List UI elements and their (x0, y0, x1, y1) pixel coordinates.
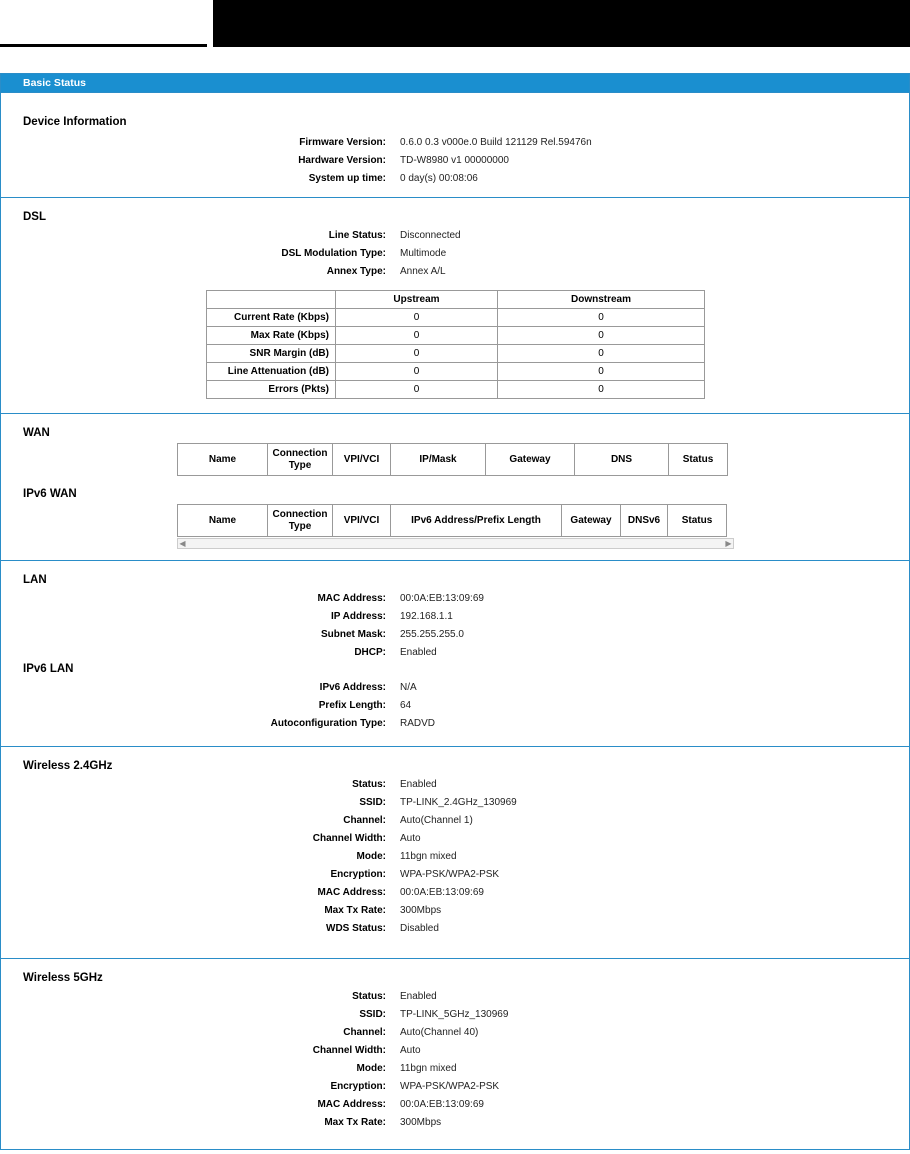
table-header: Name (178, 505, 268, 537)
section-heading: IPv6 WAN (23, 488, 77, 500)
info-value: 0.6.0 0.3 v000e.0 Build 121129 Rel.59476n (400, 137, 592, 148)
info-label: Channel: (343, 1027, 386, 1038)
table-header: Connection Type (268, 444, 333, 476)
info-value: TD-W8980 v1 00000000 (400, 155, 509, 166)
scroll-left-icon[interactable]: ◀ (179, 539, 186, 548)
info-row (1, 610, 909, 624)
info-label: Channel: (343, 815, 386, 826)
info-value: Enabled (400, 991, 437, 1002)
info-row (1, 1026, 909, 1040)
info-value: 11bgn mixed (400, 1063, 457, 1074)
info-value: 00:0A:EB:13:09:69 (400, 887, 484, 898)
info-label: Status: (352, 991, 386, 1002)
info-value: Annex A/L (400, 266, 446, 277)
table-header: VPI/VCI (333, 444, 391, 476)
info-value: 11bgn mixed (400, 851, 457, 862)
info-label: Mode: (356, 1063, 386, 1074)
info-row (1, 136, 909, 150)
info-value: 300Mbps (400, 905, 442, 916)
header-banner (213, 0, 910, 47)
info-row (1, 247, 909, 261)
info-row (1, 717, 909, 731)
info-row (1, 646, 909, 660)
info-row (1, 229, 909, 243)
section-heading: Wireless 2.4GHz (23, 760, 113, 772)
upstream-value: 0 (336, 363, 498, 381)
info-row (1, 628, 909, 642)
upstream-value: 0 (336, 327, 498, 345)
info-label: Firmware Version: (299, 137, 386, 148)
info-label: Encryption: (330, 869, 386, 880)
ipv6-wan-table (177, 504, 727, 537)
table-header: DNSv6 (621, 505, 668, 537)
info-label: MAC Address: (317, 1099, 386, 1110)
section-heading: DSL (23, 211, 46, 223)
info-value: Disabled (400, 923, 439, 934)
info-row (1, 592, 909, 606)
info-value: TP-LINK_2.4GHz_130969 (400, 797, 517, 808)
info-label: Mode: (356, 851, 386, 862)
section-heading: Device Information (23, 116, 127, 128)
table-header: IPv6 Address/Prefix Length (391, 505, 562, 537)
dsl-rates-table (206, 290, 705, 399)
info-value: Auto (400, 1045, 421, 1056)
row-label: Current Rate (Kbps) (207, 309, 336, 327)
section-heading: LAN (23, 574, 47, 586)
upstream-value: 0 (336, 381, 498, 399)
table-header: Gateway (562, 505, 621, 537)
section-dsl (1, 197, 909, 413)
info-label: DSL Modulation Type: (281, 248, 386, 259)
downstream-value: 0 (498, 345, 705, 363)
info-row (1, 699, 909, 713)
scroll-right-icon[interactable]: ▶ (725, 539, 732, 548)
info-label: Annex Type: (326, 266, 386, 277)
info-row (1, 265, 909, 279)
info-label: Hardware Version: (298, 155, 386, 166)
info-value: 64 (400, 700, 412, 711)
section-wireless-24ghz (1, 746, 909, 958)
info-value: 255.255.255.0 (400, 629, 464, 640)
section-lan (1, 560, 909, 746)
info-row (1, 990, 909, 1004)
info-row (1, 1044, 909, 1058)
info-value: Disconnected (400, 230, 461, 241)
info-row (1, 796, 909, 810)
info-value: 192.168.1.1 (400, 611, 453, 622)
info-row (1, 778, 909, 792)
info-label: Max Tx Rate: (324, 1117, 386, 1128)
table-header: Connection Type (268, 505, 333, 537)
downstream-value: 0 (498, 381, 705, 399)
table-header-row (207, 291, 705, 309)
section-device-information (1, 92, 909, 197)
info-label: IPv6 Address: (319, 682, 386, 693)
info-value: TP-LINK_5GHz_130969 (400, 1009, 509, 1020)
table-header: VPI/VCI (333, 505, 391, 537)
info-label: Max Tx Rate: (324, 905, 386, 916)
info-label: WDS Status: (326, 923, 386, 934)
info-label: IP Address: (330, 611, 386, 622)
info-label: DHCP: (354, 647, 386, 658)
info-value: 00:0A:EB:13:09:69 (400, 593, 484, 604)
upstream-value: 0 (336, 309, 498, 327)
info-value: Auto(Channel 40) (400, 1027, 479, 1038)
info-value: 00:0A:EB:13:09:69 (400, 1099, 484, 1110)
info-value: WPA-PSK/WPA2-PSK (400, 1081, 500, 1092)
info-row (1, 832, 909, 846)
row-label: Line Attenuation (dB) (207, 363, 336, 381)
section-heading: Wireless 5GHz (23, 972, 103, 984)
table-header: Status (669, 444, 728, 476)
info-value: Enabled (400, 647, 437, 658)
table-header: IP/Mask (391, 444, 486, 476)
info-value: RADVD (400, 718, 436, 729)
info-row (1, 1062, 909, 1076)
info-value: 300Mbps (400, 1117, 442, 1128)
header-bar (0, 0, 910, 47)
info-row (1, 868, 909, 882)
info-value: Auto(Channel 1) (400, 815, 473, 826)
logo-area (0, 0, 207, 47)
table-header: Gateway (486, 444, 575, 476)
section-wireless-5ghz (1, 958, 909, 1154)
info-label: Subnet Mask: (320, 629, 386, 640)
info-label: Status: (352, 779, 386, 790)
info-row (1, 1008, 909, 1022)
info-row (1, 154, 909, 168)
section-heading: IPv6 LAN (23, 663, 74, 675)
info-row (1, 1080, 909, 1094)
info-row (1, 886, 909, 900)
table-header: Name (178, 444, 268, 476)
info-label: System up time: (308, 173, 386, 184)
table-header (207, 291, 336, 309)
row-label: Errors (Pkts) (207, 381, 336, 399)
info-row (1, 904, 909, 918)
downstream-value: 0 (498, 309, 705, 327)
downstream-value: 0 (498, 327, 705, 345)
table-header: Status (668, 505, 727, 537)
table-row (207, 309, 705, 327)
table-row (207, 363, 705, 381)
panel-title: Basic Status (1, 73, 909, 92)
info-label: SSID: (359, 1009, 386, 1020)
info-label: Encryption: (330, 1081, 386, 1092)
info-row (1, 922, 909, 936)
horizontal-scrollbar[interactable] (177, 538, 734, 549)
info-row (1, 814, 909, 828)
info-label: Channel Width: (312, 1045, 386, 1056)
info-label: MAC Address: (317, 887, 386, 898)
table-header: Downstream (498, 291, 705, 309)
info-value: 0 day(s) 00:08:06 (400, 173, 478, 184)
table-row (207, 381, 705, 399)
info-row (1, 172, 909, 186)
info-row (1, 850, 909, 864)
section-heading: WAN (23, 427, 50, 439)
wan-table (177, 443, 728, 476)
status-panel (0, 73, 910, 1150)
info-value: Multimode (400, 248, 447, 259)
info-row (1, 1116, 909, 1130)
table-header: DNS (575, 444, 669, 476)
table-row (207, 345, 705, 363)
info-label: Autoconfiguration Type: (270, 718, 386, 729)
row-label: Max Rate (Kbps) (207, 327, 336, 345)
info-label: Line Status: (328, 230, 386, 241)
upstream-value: 0 (336, 345, 498, 363)
info-label: Prefix Length: (318, 700, 386, 711)
table-header-row (178, 505, 727, 537)
info-label: Channel Width: (312, 833, 386, 844)
info-value: Auto (400, 833, 421, 844)
info-value: WPA-PSK/WPA2-PSK (400, 869, 500, 880)
row-label: SNR Margin (dB) (207, 345, 336, 363)
section-wan (1, 413, 909, 560)
table-header-row (178, 444, 728, 476)
info-row (1, 1098, 909, 1112)
info-value: Enabled (400, 779, 437, 790)
info-label: MAC Address: (317, 593, 386, 604)
info-value: N/A (400, 682, 417, 693)
info-row (1, 681, 909, 695)
table-row (207, 327, 705, 345)
info-label: SSID: (359, 797, 386, 808)
downstream-value: 0 (498, 363, 705, 381)
table-header: Upstream (336, 291, 498, 309)
